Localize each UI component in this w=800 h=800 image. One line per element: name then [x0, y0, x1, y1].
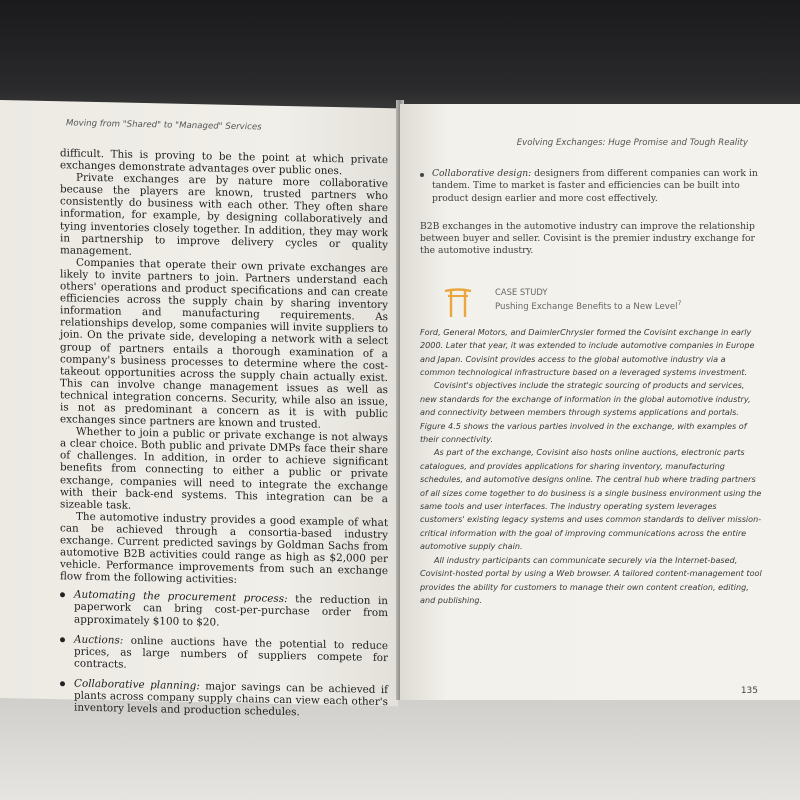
paragraph: B2B exchanges in the automotive industry can improve the relationship between buyer and seller. Covisint is the premier industry exchange for the automotive industry.	[420, 220, 755, 257]
case-study-header	[420, 286, 762, 320]
paragraph: difficult. This is proving to be the point at which private exchanges demonstrate advantages over public ones.	[60, 147, 388, 178]
list-item	[60, 677, 388, 720]
paragraph: Whether to join a public or private exchange is not always a clear choice. Both public and private DMPs face their share of challenges. In addition, in order to achieve significant benefits from connecting to either a public or private exchange, companies will need to integrate the exchange with their back-end systems. This integration can be a sizeable task.	[60, 425, 388, 512]
left-page	[0, 100, 398, 719]
paragraph: The automotive industry provides a good example of what can be achieved through a consortia-based industry exchange. Current predicted savings by Goldman Sachs from automotive B2B activities could range as high as $2,000 per vehicle. Performance improvements from such an exchange flow from the following activities:	[60, 510, 388, 587]
right-running-head: Evolving Exchanges: Huge Promise and Tough Reality	[516, 138, 748, 148]
bullet-icon	[60, 637, 65, 642]
paragraph: Ford, General Motors, and DaimlerChrysler formed the Covisint exchange in early 2000. Later that year, it was extended to include automotive companies in Europe and Japan. Covisint provides access to the global automotive industry via a common technological infrastructure based on a leveraged systems investment.	[420, 326, 755, 377]
case-study-title-text: Pushing Exchange Benefits to a New Level	[495, 301, 678, 312]
list-text: major savings can be achieved if plants across company supply chains can view each other's inventory levels and production schedules.	[74, 680, 388, 719]
case-study-title	[495, 298, 681, 313]
paragraph: Private exchanges are by nature more collaborative because the players are known, trusted partners who consistently do business with each other. They often share information, for example, by designing collaboratively and tying inventories closely together. In addition, they may work in partnership to improve delivery cycles or quality management.	[60, 171, 388, 258]
paragraph: As part of the exchange, Covisint also hosts online auctions, electronic parts catalogues, and provides applications for sharing inventory, manufacturing schedules, and automotive designs online. The central hub where trading partners of all sizes come together to do business is a single business environment using the same tools and user interfaces. The industry operating system leverages customers' existing legacy systems and uses common standards to deliver mission-critical information with the goal of improving communications across the entire automotive supply chain.	[420, 447, 762, 552]
list-term: Auctions:	[74, 633, 124, 647]
list-text: the reduction in paperwork can bring cost-per-purchase order from approximately $100 to $20.	[74, 593, 388, 629]
left-running-head: Moving from "Shared" to "Managed" Services	[66, 118, 262, 133]
benefit-list-continued	[420, 168, 762, 205]
paragraph: Covisint's objectives include the strategic sourcing of products and services, new standards for the exchange of information in the global automotive industry, and connectivity between members through systems applications and portals. Figure 4.5 shows the various parties involved in the exchange, with examples of their connectivity.	[420, 380, 751, 445]
bullet-icon	[60, 593, 65, 598]
bullet-icon	[420, 173, 424, 177]
page-number: 135	[740, 686, 758, 696]
list-term: Collaborative planning:	[74, 677, 200, 693]
list-item	[60, 589, 388, 632]
footnote-marker: 7	[677, 299, 682, 307]
bullet-icon	[60, 681, 65, 686]
paragraph: All industry participants can communicate securely via the Internet-based, Covisint-hosted portal by using a Web browser. A tailored content-management tool provides the ability for customers to manage their own content creation, editing, and publishing.	[420, 554, 762, 605]
benefit-list	[60, 589, 388, 721]
background-top	[0, 0, 800, 112]
paragraph: Companies that operate their own private exchanges are likely to invite partners to join. Partners understand each others' operations and product specifications and can create efficiencies across the supply chain by sharing inventory information and manufacturing requirements. As relationships develop, some companies will invite suppliers to join. On the private side, developing a network with a select group of partners entails a thorough examination of a company's business processes to determine where the cost-takeout opportunities across the supply chain actually exist. This can involve change management issues as well as technical integration concerns. Security, while also an issue, is not as predominant a concern as it is with public exchanges since partners are known and trusted.	[60, 256, 388, 431]
case-study-text	[420, 326, 762, 608]
list-text: designers from different companies can work in tandem. Time to market is faster and efficiencies can be built into product design earlier and more cost effectively.	[432, 168, 758, 204]
list-term: Collaborative design:	[432, 168, 532, 179]
list-item	[420, 168, 762, 205]
case-study-label: CASE STUDY	[495, 286, 548, 297]
left-body-text	[60, 147, 388, 728]
right-body-text	[420, 168, 762, 607]
gate-icon	[443, 286, 473, 318]
right-page	[400, 104, 800, 700]
list-term: Automating the procurement process:	[74, 588, 288, 606]
list-item	[60, 633, 388, 676]
list-text: online auctions have the potential to reduce prices, as large numbers of suppliers compete for contracts.	[74, 634, 388, 671]
